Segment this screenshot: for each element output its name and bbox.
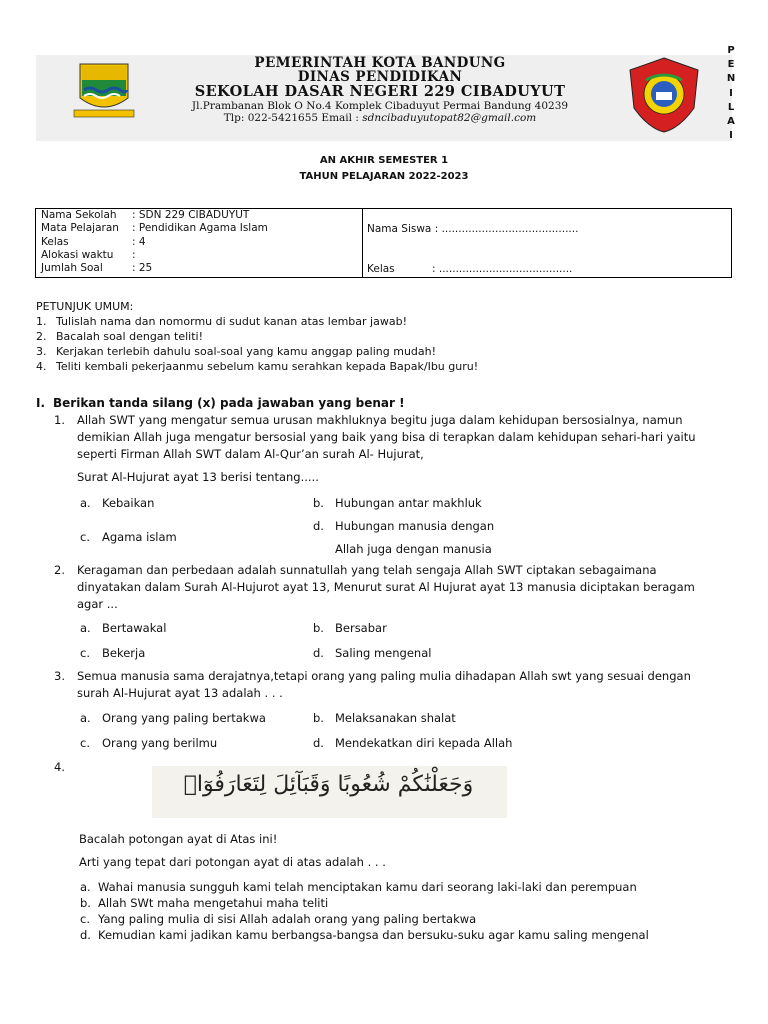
q1-option-a[interactable]: a. Kebaikan	[80, 496, 155, 510]
score-label-letter: P	[727, 45, 735, 56]
score-box-label	[724, 44, 738, 143]
school-address: Jl.Prambanan Blok O No.4 Komplek Cibaduyut Permai Bandung 40239	[191, 100, 569, 112]
school-contact: Tlp: 022-5421655 Email : sdncibaduyutopat82@gmail.com	[223, 112, 537, 124]
score-label-letter: L	[727, 101, 735, 113]
q4-option-a[interactable]: a. Wahai manusia sungguh kami telah menciptakan kamu dari seorang laki-laki dan perempuan	[80, 880, 637, 894]
section-heading: I. Berikan tanda silang (x) pada jawaban yang benar !	[36, 396, 405, 410]
q1-option-b[interactable]: b. Hubungan antar makhluk	[313, 496, 482, 510]
student-name-field[interactable]: Nama Siswa : .........................................	[367, 223, 579, 235]
instructions-title: PETUNJUK UMUM:	[36, 300, 134, 313]
question-3-text: Semua manusia sama derajatnya,tetapi orang yang paling mulia dihadapan Allah swt yang sesuai dengan surah Al-Hujurat ayat 13 adalah . . .	[77, 669, 691, 700]
q2-option-b[interactable]: b. Bersabar	[313, 621, 387, 635]
score-label-letter: E	[727, 59, 735, 71]
score-label-letter: I	[729, 87, 733, 99]
school-info-column	[41, 209, 268, 275]
school-name-value: : SDN 229 CIBADUYUT	[132, 209, 250, 221]
q3-option-c[interactable]: c. Orang yang berilmu	[80, 736, 218, 750]
q1-option-d-continued[interactable]: Allah juga dengan manusia	[335, 542, 492, 556]
class-value: : 4	[132, 235, 146, 248]
time-allocation-value: :	[132, 248, 136, 261]
time-allocation-label: Alokasi waktu	[41, 248, 114, 261]
q4-option-d[interactable]: d. Kemudian kami jadikan kamu berbangsa-bangsa dan bersuku-suku agar kamu saling mengenal	[80, 928, 649, 942]
academic-year: TAHUN PELAJARAN 2022-2023	[299, 171, 469, 182]
q2-option-c[interactable]: c. Bekerja	[80, 646, 146, 660]
government-title: PEMERINTAH KOTA BANDUNG	[254, 55, 506, 71]
instructions-list	[36, 314, 478, 374]
q3-option-a[interactable]: a. Orang yang paling bertakwa	[80, 711, 266, 725]
q1-option-c[interactable]: c. Agama islam	[80, 530, 177, 544]
question-4-number: 4.	[54, 760, 65, 774]
question-1-text: Allah SWT yang mengatur semua urusan makhluknya begitu juga dalam kehidupan bersosialnya, namun demikian Allah juga mengatur bersosial yang baik yang bisa di terapkan dalam kehidupan sehari-hari yaitu seperti Firman Allah SWT dalam Al-Qur’an surah Al- Hujurat,	[77, 413, 696, 461]
question-count-value: : 25	[132, 262, 153, 275]
q4-option-b[interactable]: b. Allah SWt maha mengetahui maha teliti	[80, 896, 329, 910]
q2-option-a[interactable]: a. Bertawakal	[80, 621, 167, 635]
info-table-divider	[362, 208, 363, 278]
q3-option-d[interactable]: d. Mendekatkan diri kepada Allah	[313, 736, 513, 750]
score-label-letter: I	[729, 130, 733, 142]
question-4-prompt: Bacalah potongan ayat di Atas ini!	[79, 832, 278, 846]
school-title: SEKOLAH DASAR NEGERI 229 CIBADUYUT	[194, 83, 566, 100]
section-title: Berikan tanda silang (x) pada jawaban yang benar !	[53, 396, 405, 410]
student-class-field[interactable]: Kelas : ........................................	[367, 263, 573, 275]
q3-option-b[interactable]: b. Melaksanakan shalat	[313, 711, 456, 725]
exam-title: AN AKHIR SEMESTER 1	[319, 155, 449, 166]
question-count-label: Jumlah Soal	[41, 262, 103, 275]
question-1-subquestion: Surat Al-Hujurat ayat 13 berisi tentang.....	[77, 470, 319, 484]
q2-option-d[interactable]: d. Saling mengenal	[313, 646, 432, 660]
department-title: DINAS PENDIDIKAN	[297, 69, 463, 85]
school-email: sdncibaduyutopat82@gmail.com	[362, 112, 537, 124]
subject-label: Mata Pelajaran	[41, 222, 119, 235]
question-3-number: 3.	[54, 669, 65, 683]
instruction-item: 2. Bacalah soal dengan teliti!	[36, 330, 203, 343]
letterhead-text	[100, 56, 660, 124]
score-label-letter: A	[727, 116, 735, 128]
score-label-letter: N	[726, 73, 736, 85]
school-name-label: Nama Sekolah	[41, 209, 117, 221]
question-2-text: Keragaman dan perbedaan adalah sunnatullah yang telah sengaja Allah SWT ciptakan sebagaimana dinyatakan dalam Surah Al-Hujurot ayat 13, Menurut surat Al Hujurat ayat 13 manusia diciptakan beragam agar ...	[77, 563, 695, 611]
q4-option-c[interactable]: c. Yang paling mulia di sisi Allah adalah orang yang paling bertakwa	[80, 912, 477, 926]
question-2-number: 2.	[54, 563, 65, 577]
quran-verse-text: وَجَعَلْنَٰكُمْ شُعُوبًا وَقَبَآئِلَ لِتَعَارَفُوٓا۟	[183, 772, 474, 797]
subject-value: : Pendidikan Agama Islam	[132, 222, 268, 235]
question-1-number: 1.	[54, 413, 65, 427]
school-emblem	[624, 56, 704, 134]
instruction-item: 3. Kerjakan terlebih dahulu soal-soal yang kamu anggap paling mudah!	[36, 345, 437, 358]
class-label: Kelas	[41, 235, 69, 248]
instruction-item: 1. Tulislah nama dan nomormu di sudut kanan atas lembar jawab!	[36, 315, 407, 328]
question-4-question: Arti yang tepat dari potongan ayat di atas adalah . . .	[79, 855, 386, 869]
instruction-item: 4. Teliti kembali pekerjaanmu sebelum kamu serahkan kepada Bapak/Ibu guru!	[36, 360, 479, 373]
q1-option-d[interactable]: d. Hubungan manusia dengan	[313, 519, 495, 533]
